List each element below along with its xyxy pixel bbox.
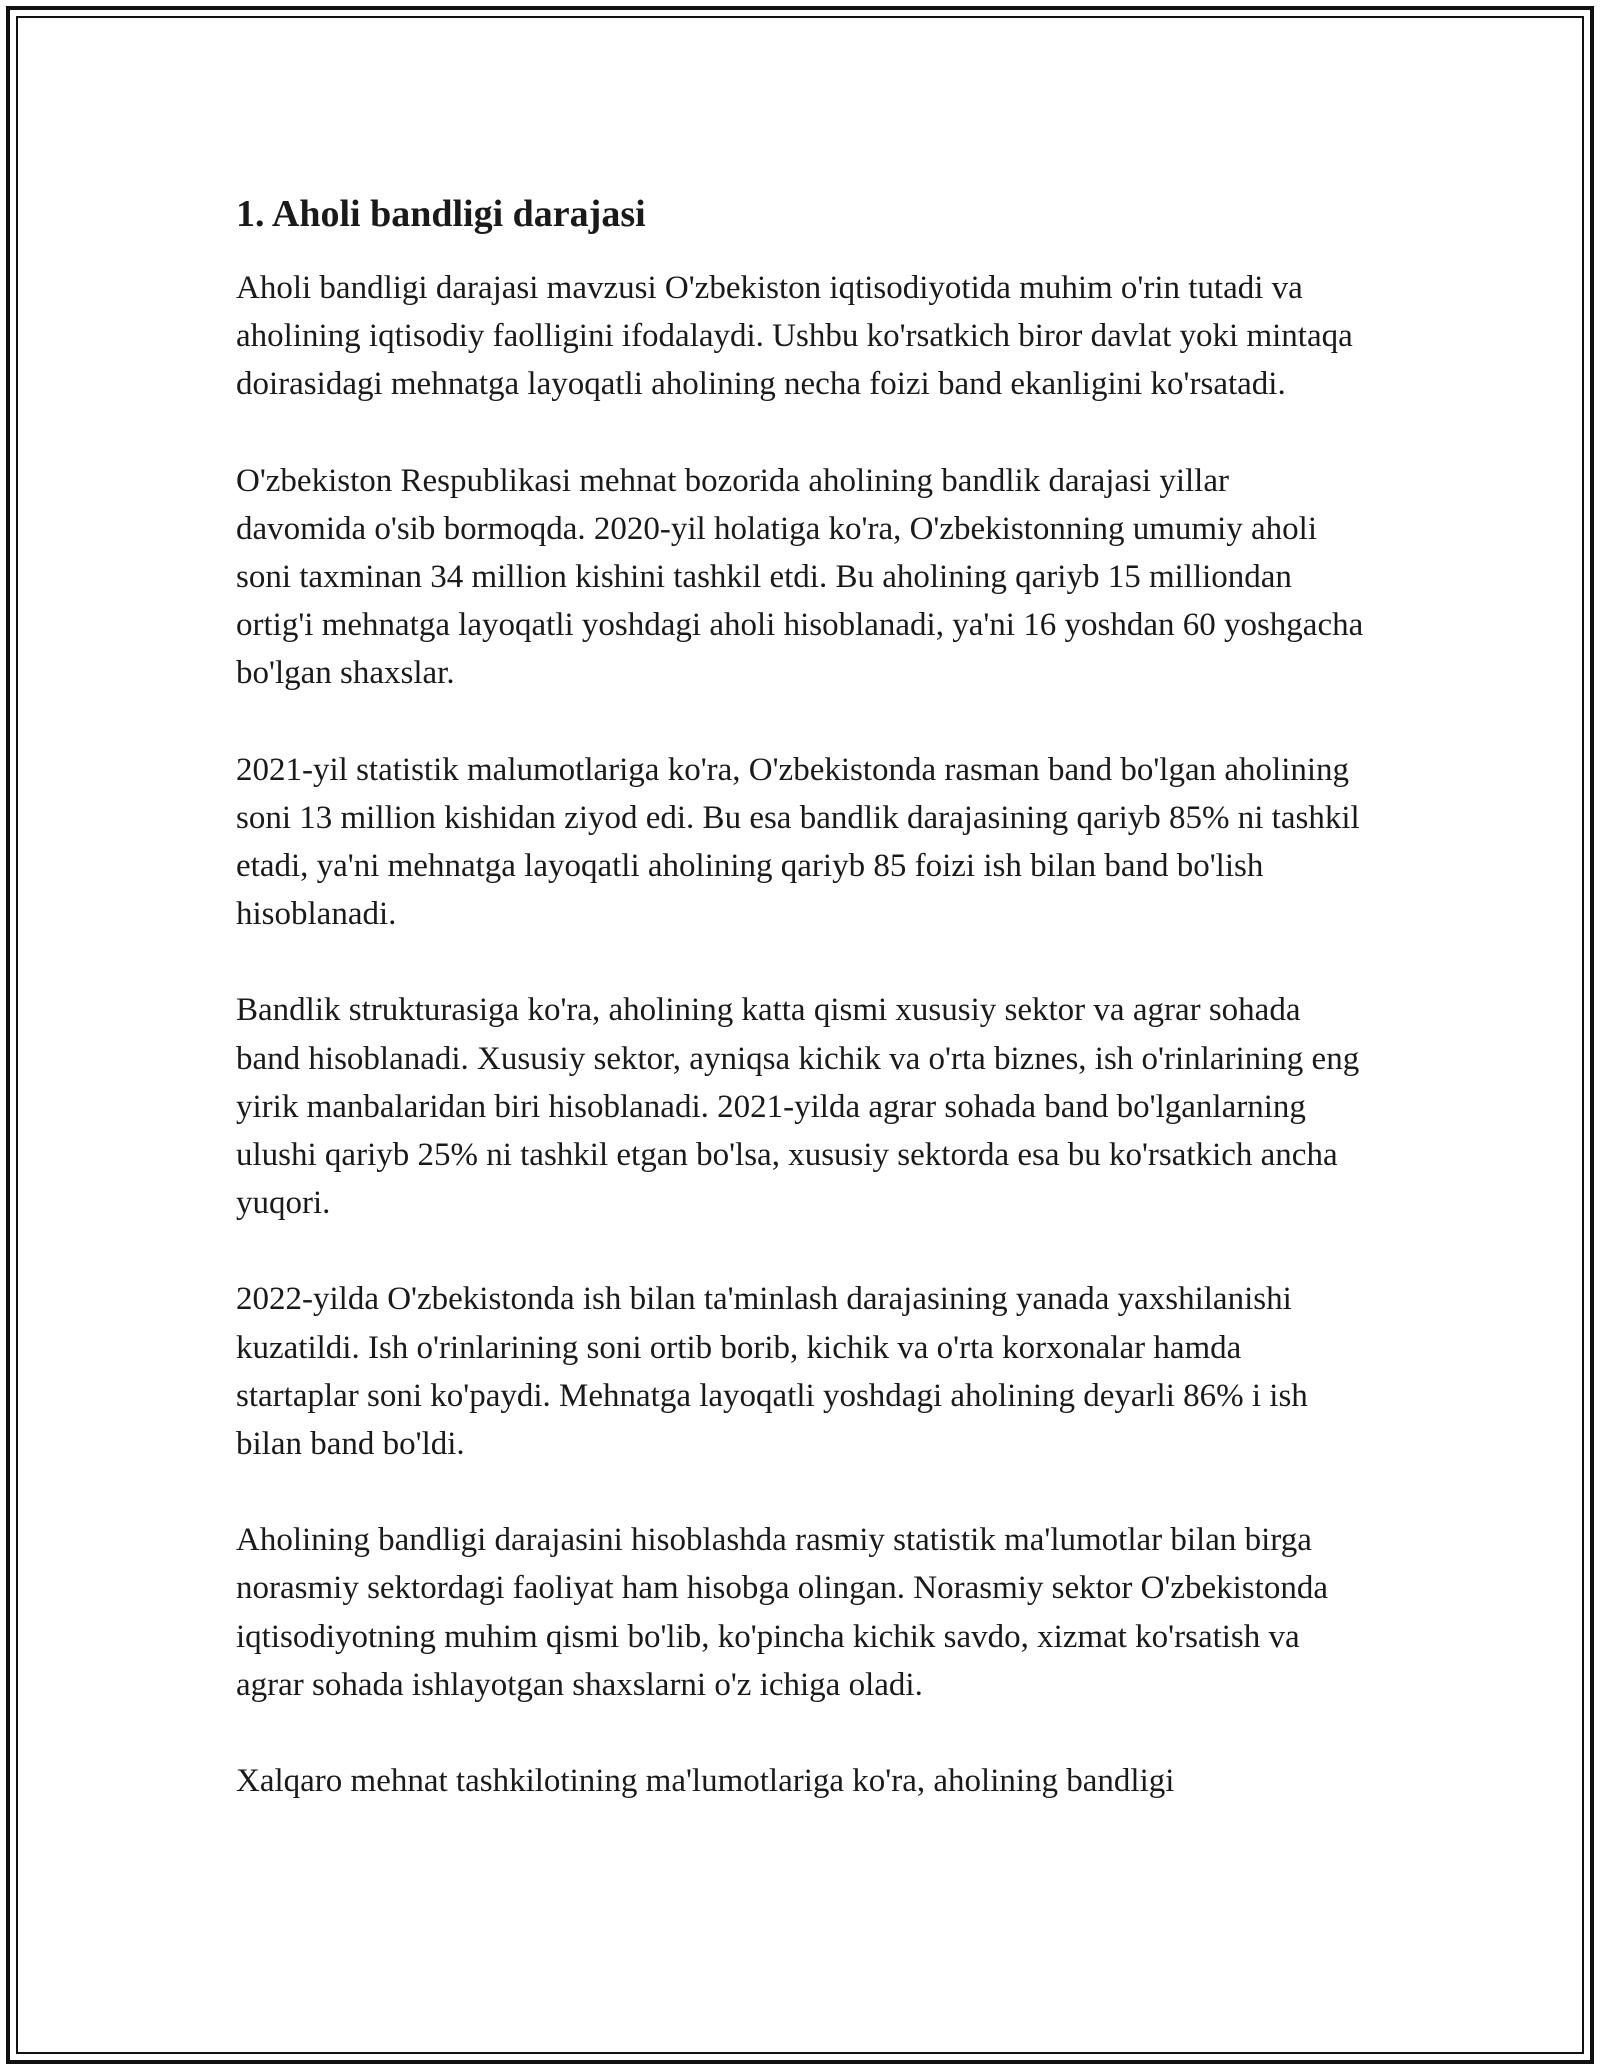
paragraph-2022: 2022-yilda O'zbekistonda ish bilan ta'minlash darajasining yanada yaxshilanishi kuzatildi. Ish o'rinlarining soni ortib borib, kichik va o'rta korxonalar hamda startaplar soni ko'paydi. Mehnatga layoqatli yoshdagi aholining deyarli 86% i ish bilan band bo'ldi. [236,1281,1308,1463]
section-heading: 1. Aholi bandligi darajasi [236,193,646,235]
paragraph-population: O'zbekiston Respublikasi mehnat bozorida aholining bandlik darajasi yillar davomida o'sib bormoqda. 2020-yil holatiga ko'ra, O'zbekistonning umumiy aholi soni taxminan 34 million kishini tashkil etdi. Bu aholining qariyb 15 milliondan ortig'i mehnatga layoqatli yoshdagi aholi hisoblanadi, ya'ni 16 yoshdan 60 yoshgacha bo'lgan shaxslar. [236,462,1364,692]
paragraph-ilo: Xalqaro mehnat tashkilotining ma'lumotlariga ko'ra, aholining bandligi [236,1763,1175,1800]
document-body [236,186,1366,1805]
paragraph-2021-statistics: 2021-yil statistik malumotlariga ko'ra, O'zbekistonda rasman band bo'lgan aholining soni 13 million kishidan ziyod edi. Bu esa bandlik darajasining qariyb 85% ni tashkil etadi, ya'ni mehnatga layoqatli aholining qariyb 85 foizi ish bilan band bo'lish hisoblanadi. [236,751,1360,933]
paragraph-informal-sector: Aholining bandligi darajasini hisoblashda rasmiy statistik ma'lumotlar bilan birga norasmiy sektordagi faoliyat ham hisobga olingan. Norasmiy sektor O'zbekistonda iqtisodiyotning muhim qismi bo'lib, ko'pincha kichik savdo, xizmat ko'rsatish va agrar sohada ishlayotgan shaxslarni o'z ichiga oladi. [236,1522,1328,1703]
paragraph-employment-structure: Bandlik strukturasiga ko'ra, aholining katta qismi xususiy sektor va agrar sohada band hisoblanadi. Xususiy sektor, ayniqsa kichik va o'rta biznes, ish o'rinlarining eng yirik manbalaridan biri hisoblanadi. 2021-yilda agrar sohada band bo'lganlarning ulushi qariyb 25% ni tashkil etgan bo'lsa, xususiy sektorda esa bu ko'rsatkich ancha yuqori. [236,992,1360,1222]
paragraph-intro: Aholi bandligi darajasi mavzusi O'zbekiston iqtisodiyotida muhim o'rin tutadi va aholining iqtisodiy faolligini ifodalaydi. Ushbu ko'rsatkich biror davlat yoki mintaqa doirasidagi mehnatga layoqatli aholining necha foizi band ekanligini ko'rsatadi. [236,270,1353,403]
